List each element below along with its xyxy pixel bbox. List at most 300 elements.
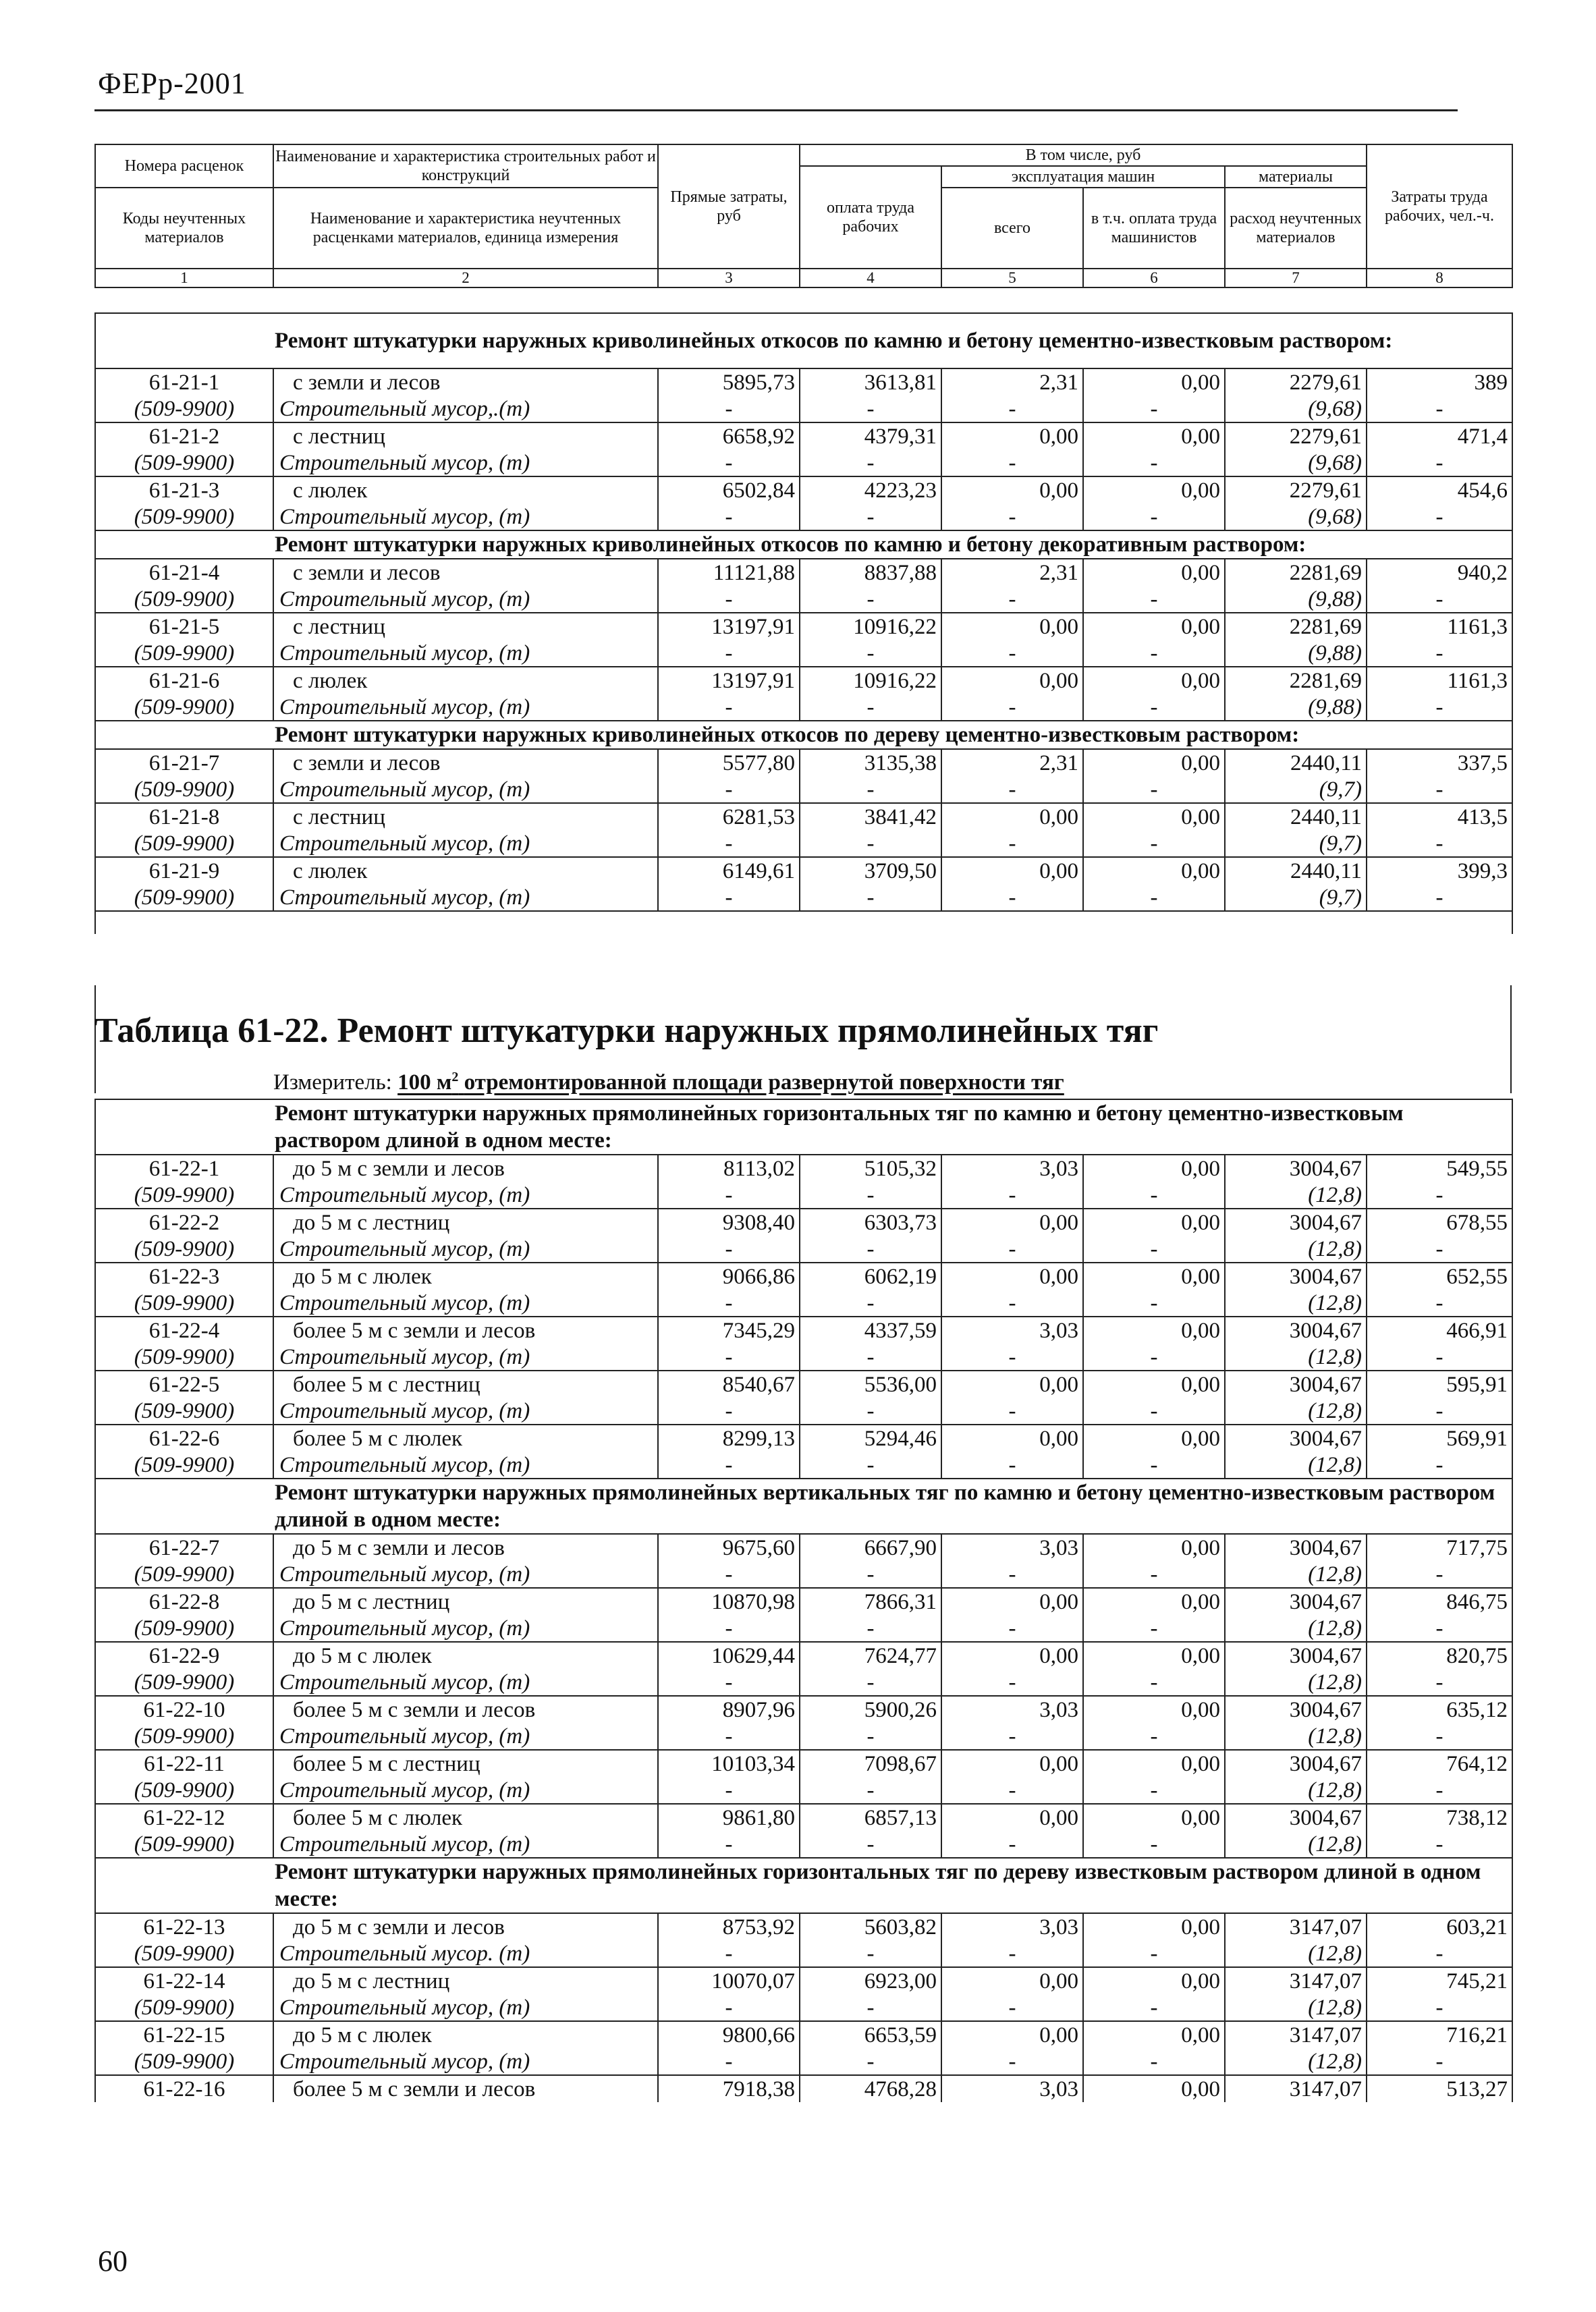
empty-value-dash: -: [800, 586, 941, 613]
material-row: [95, 776, 1512, 803]
material-name: Строительный мусор, (т): [273, 776, 658, 803]
empty-value-dash: -: [800, 1344, 941, 1371]
labor-pay: 3135,38: [800, 749, 941, 776]
rate-row: [95, 368, 1512, 395]
material-name: Строительный мусор, (т): [273, 1182, 658, 1209]
rate-code: 61-21-8: [95, 803, 273, 830]
labor-hours: 940,2: [1367, 559, 1512, 586]
empty-value-dash: -: [658, 1831, 800, 1858]
empty-value-dash: -: [1083, 1669, 1225, 1696]
empty-value-dash: -: [1367, 1236, 1512, 1263]
rate-code: 61-22-9: [95, 1642, 273, 1669]
empty-value-dash: -: [658, 1452, 800, 1479]
empty-value-dash: -: [941, 586, 1083, 613]
direct-costs: 8299,13: [658, 1425, 800, 1452]
header-machine-total: всего: [941, 188, 1083, 269]
column-number: 5: [941, 269, 1083, 287]
direct-costs: 6149,61: [658, 857, 800, 884]
empty-value-dash: -: [941, 449, 1083, 476]
rate-row: [95, 559, 1512, 586]
direct-costs: 6281,53: [658, 803, 800, 830]
material-name: Строительный мусор, (т): [273, 694, 658, 721]
labor-hours: 717,75: [1367, 1534, 1512, 1561]
section-row: [95, 530, 1512, 559]
machine-labor: 0,00: [1083, 1263, 1225, 1290]
material-code: (509-9900): [95, 1182, 273, 1209]
empty-value-dash: -: [941, 1723, 1083, 1750]
empty-value-dash: -: [1083, 640, 1225, 667]
labor-hours: 595,91: [1367, 1371, 1512, 1398]
machine-labor: 0,00: [1083, 857, 1225, 884]
empty-value-dash: -: [800, 1236, 941, 1263]
labor-pay: 6857,13: [800, 1804, 941, 1831]
empty-value-dash: -: [800, 830, 941, 857]
empty-value-dash: -: [800, 884, 941, 911]
empty-value-dash: -: [658, 1290, 800, 1317]
rate-row: [95, 1696, 1512, 1723]
labor-pay: 6923,00: [800, 1967, 941, 1994]
materials: 3147,07: [1225, 1913, 1367, 1940]
material-row: [95, 1398, 1512, 1425]
rate-code: 61-22-10: [95, 1696, 273, 1723]
material-code: (509-9900): [95, 884, 273, 911]
material-code: (509-9900): [95, 640, 273, 667]
materials: 3147,07: [1225, 1967, 1367, 1994]
direct-costs: 9800,66: [658, 2021, 800, 2048]
machine-total: 0,00: [941, 1804, 1083, 1831]
machine-labor: 0,00: [1083, 1209, 1225, 1236]
empty-value-dash: -: [1367, 503, 1512, 530]
work-name: более 5 м с люлек: [273, 1804, 658, 1831]
material-expense: (9,68): [1225, 395, 1367, 422]
empty-value-dash: -: [941, 1344, 1083, 1371]
header-labor-pay: оплата труда рабочих: [800, 166, 941, 269]
material-name: Строительный мусор, (т): [273, 1290, 658, 1317]
rate-row: [95, 1317, 1512, 1344]
material-row: [95, 884, 1512, 911]
material-row: [95, 640, 1512, 667]
machine-total: 3,03: [941, 1534, 1083, 1561]
measure-prefix: Измеритель:: [273, 1070, 392, 1095]
machine-labor: 0,00: [1083, 1425, 1225, 1452]
material-expense: (12,8): [1225, 1777, 1367, 1804]
direct-costs: 9861,80: [658, 1804, 800, 1831]
labor-hours: 764,12: [1367, 1750, 1512, 1777]
empty-value-dash: -: [941, 503, 1083, 530]
empty-value-dash: -: [800, 694, 941, 721]
empty-value-dash: -: [1083, 1615, 1225, 1642]
rate-code: 61-22-2: [95, 1209, 273, 1236]
section-heading: Ремонт штукатурки наружных криволинейных откосов по дереву цементно-известковым раствором:: [95, 721, 1512, 749]
empty-value-dash: -: [658, 586, 800, 613]
material-name: Строительный мусор, (т): [273, 1831, 658, 1858]
labor-pay: 5294,46: [800, 1425, 941, 1452]
empty-value-dash: -: [1083, 1398, 1225, 1425]
material-name: Строительный мусор, (т): [273, 1994, 658, 2021]
empty-value-dash: -: [1083, 2048, 1225, 2075]
machine-labor: 0,00: [1083, 1642, 1225, 1669]
empty-value-dash: -: [1367, 1182, 1512, 1209]
material-row: [95, 1344, 1512, 1371]
empty-value-dash: -: [1083, 1452, 1225, 1479]
header-labor-hours: Затраты труда рабочих, чел.-ч.: [1367, 144, 1512, 269]
empty-value-dash: -: [1083, 1831, 1225, 1858]
machine-total: 3,03: [941, 1155, 1083, 1182]
material-row: [95, 1777, 1512, 1804]
materials: 3147,07: [1225, 2075, 1367, 2102]
machine-labor: 0,00: [1083, 1913, 1225, 1940]
material-name: Строительный мусор, (т): [273, 1723, 658, 1750]
header-name-label: Наименование и характеристика строительных работ и конструкций: [273, 144, 658, 188]
empty-value-dash: -: [1367, 1940, 1512, 1967]
material-expense: (12,8): [1225, 1723, 1367, 1750]
machine-labor: 0,00: [1083, 559, 1225, 586]
material-expense: (12,8): [1225, 1831, 1367, 1858]
material-expense: (12,8): [1225, 1290, 1367, 1317]
material-code: (509-9900): [95, 503, 273, 530]
empty-value-dash: -: [1367, 1831, 1512, 1858]
material-name: Строительный мусор, (т): [273, 1452, 658, 1479]
rate-row: [95, 1913, 1512, 1940]
rate-row: [95, 667, 1512, 694]
empty-value-dash: -: [800, 1940, 941, 1967]
column-header: [94, 144, 1513, 288]
empty-value-dash: -: [658, 395, 800, 422]
empty-value-dash: -: [800, 503, 941, 530]
rate-code: 61-22-12: [95, 1804, 273, 1831]
direct-costs: 13197,91: [658, 667, 800, 694]
section-heading: Ремонт штукатурки наружных криволинейных откосов по камню и бетону декоративным раствором:: [95, 530, 1512, 559]
work-name: до 5 м с лестниц: [273, 1967, 658, 1994]
material-code: (509-9900): [95, 1777, 273, 1804]
material-name: Строительный мусор, (т): [273, 640, 658, 667]
labor-hours: 337,5: [1367, 749, 1512, 776]
material-code: (509-9900): [95, 449, 273, 476]
direct-costs: 11121,88: [658, 559, 800, 586]
rate-code: 61-22-6: [95, 1425, 273, 1452]
work-name: до 5 м с люлек: [273, 2021, 658, 2048]
rate-row: [95, 1750, 1512, 1777]
labor-hours: 820,75: [1367, 1642, 1512, 1669]
direct-costs: 10870,98: [658, 1588, 800, 1615]
empty-value-dash: -: [1083, 694, 1225, 721]
empty-value-dash: -: [800, 640, 941, 667]
machine-labor: 0,00: [1083, 749, 1225, 776]
labor-hours: 1161,3: [1367, 613, 1512, 640]
material-name: Строительный мусор, (т): [273, 2048, 658, 2075]
empty-value-dash: -: [800, 1615, 941, 1642]
rate-row: [95, 857, 1512, 884]
empty-value-dash: -: [800, 1290, 941, 1317]
material-name: Строительный мусор, (т): [273, 1344, 658, 1371]
empty-value-dash: -: [941, 640, 1083, 667]
material-code: (509-9900): [95, 1236, 273, 1263]
empty-value-dash: -: [800, 2048, 941, 2075]
direct-costs: 6658,92: [658, 422, 800, 449]
section-heading: Ремонт штукатурки наружных прямолинейных горизонтальных тяг по камню и бетону цементно-известковым раствором длиной в одном месте:: [95, 1099, 1512, 1155]
material-name: Строительный мусор, (т): [273, 449, 658, 476]
empty-value-dash: -: [658, 2048, 800, 2075]
empty-value-dash: -: [1083, 1561, 1225, 1588]
labor-pay: 7098,67: [800, 1750, 941, 1777]
section-row: [95, 721, 1512, 749]
rate-code: 61-22-14: [95, 1967, 273, 1994]
header-machine-group: эксплуатация машин: [941, 166, 1225, 188]
labor-pay: 6653,59: [800, 2021, 941, 2048]
material-expense: (9,68): [1225, 449, 1367, 476]
labor-pay: 3709,50: [800, 857, 941, 884]
empty-value-dash: -: [658, 1398, 800, 1425]
rate-code: 61-21-9: [95, 857, 273, 884]
material-code: (509-9900): [95, 1561, 273, 1588]
work-name: до 5 м с земли и лесов: [273, 1155, 658, 1182]
empty-value-dash: -: [1367, 640, 1512, 667]
materials: 3004,67: [1225, 1317, 1367, 1344]
column-number: 4: [800, 269, 941, 287]
materials: 3004,67: [1225, 1371, 1367, 1398]
empty-value-dash: -: [800, 449, 941, 476]
labor-hours: 454,6: [1367, 476, 1512, 503]
material-row: [95, 449, 1512, 476]
work-name: с лестниц: [273, 803, 658, 830]
material-row: [95, 1669, 1512, 1696]
rate-code: 61-22-13: [95, 1913, 273, 1940]
section-row: [95, 1479, 1512, 1534]
material-name: Строительный мусор, (т): [273, 1398, 658, 1425]
empty-value-dash: -: [658, 1669, 800, 1696]
empty-value-dash: -: [800, 1669, 941, 1696]
empty-value-dash: -: [1083, 1994, 1225, 2021]
direct-costs: 9308,40: [658, 1209, 800, 1236]
empty-value-dash: -: [1367, 449, 1512, 476]
header-num-label: Номера расценок: [95, 144, 273, 188]
machine-labor: 0,00: [1083, 1155, 1225, 1182]
empty-value-dash: -: [658, 884, 800, 911]
materials: 3004,67: [1225, 1425, 1367, 1452]
empty-value-dash: -: [1367, 1615, 1512, 1642]
labor-hours: 1161,3: [1367, 667, 1512, 694]
empty-value-dash: -: [800, 776, 941, 803]
materials: 2281,69: [1225, 559, 1367, 586]
empty-value-dash: -: [1083, 1344, 1225, 1371]
direct-costs: 5895,73: [658, 368, 800, 395]
empty-value-dash: -: [1367, 1669, 1512, 1696]
material-row: [95, 1452, 1512, 1479]
materials: 3004,67: [1225, 1534, 1367, 1561]
material-expense: (9,7): [1225, 830, 1367, 857]
labor-pay: 10916,22: [800, 613, 941, 640]
empty-value-dash: -: [1367, 395, 1512, 422]
empty-value-dash: -: [941, 776, 1083, 803]
header-incl-group: В том числе, руб: [800, 144, 1367, 166]
empty-value-dash: -: [941, 694, 1083, 721]
work-name: с люлек: [273, 857, 658, 884]
material-code: (509-9900): [95, 1290, 273, 1317]
rate-code: 61-22-11: [95, 1750, 273, 1777]
section-heading: Ремонт штукатурки наружных криволинейных откосов по камню и бетону цементно-известковым раствором:: [95, 313, 1512, 368]
material-row: [95, 1182, 1512, 1209]
labor-hours: 399,3: [1367, 857, 1512, 884]
material-expense: (12,8): [1225, 1398, 1367, 1425]
materials: 2281,69: [1225, 667, 1367, 694]
machine-total: 0,00: [941, 1263, 1083, 1290]
material-expense: (9,88): [1225, 640, 1367, 667]
direct-costs: 8540,67: [658, 1371, 800, 1398]
work-name: с лестниц: [273, 613, 658, 640]
machine-labor: 0,00: [1083, 803, 1225, 830]
empty-value-dash: -: [800, 1561, 941, 1588]
rate-code: 61-22-5: [95, 1371, 273, 1398]
empty-value-dash: -: [658, 1723, 800, 1750]
empty-value-dash: -: [800, 1182, 941, 1209]
material-code: (509-9900): [95, 1940, 273, 1967]
materials: 3147,07: [1225, 2021, 1367, 2048]
machine-total: 0,00: [941, 1642, 1083, 1669]
empty-value-dash: -: [1367, 694, 1512, 721]
empty-value-dash: -: [658, 449, 800, 476]
empty-value-dash: -: [1367, 1398, 1512, 1425]
rate-row: [95, 1155, 1512, 1182]
work-name: более 5 м с земли и лесов: [273, 1696, 658, 1723]
material-name: Строительный мусор, (т): [273, 1669, 658, 1696]
materials: 2440,11: [1225, 857, 1367, 884]
material-expense: (12,8): [1225, 1236, 1367, 1263]
empty-value-dash: -: [1083, 1290, 1225, 1317]
rate-code: 61-21-2: [95, 422, 273, 449]
labor-pay: 6062,19: [800, 1263, 941, 1290]
labor-hours: 471,4: [1367, 422, 1512, 449]
rate-code: 61-21-1: [95, 368, 273, 395]
material-name: Строительный мусор, (т): [273, 1561, 658, 1588]
work-name: с люлек: [273, 476, 658, 503]
empty-value-dash: -: [1367, 1344, 1512, 1371]
material-expense: (12,8): [1225, 1561, 1367, 1588]
empty-value-dash: -: [1083, 776, 1225, 803]
work-name: с земли и лесов: [273, 368, 658, 395]
material-row: [95, 395, 1512, 422]
empty-value-dash: -: [658, 503, 800, 530]
section-row: [95, 1858, 1512, 1913]
machine-labor: 0,00: [1083, 1371, 1225, 1398]
empty-value-dash: -: [658, 1940, 800, 1967]
rates-table-61-21: [94, 312, 1513, 934]
empty-value-dash: -: [1367, 884, 1512, 911]
machine-labor: 0,00: [1083, 368, 1225, 395]
materials: 2440,11: [1225, 749, 1367, 776]
material-code: (509-9900): [95, 395, 273, 422]
machine-total: 2,31: [941, 368, 1083, 395]
machine-total: 0,00: [941, 422, 1083, 449]
rate-row: [95, 422, 1512, 449]
empty-value-dash: -: [800, 1723, 941, 1750]
material-expense: (12,8): [1225, 1452, 1367, 1479]
direct-costs: 10629,44: [658, 1642, 800, 1669]
empty-value-dash: -: [1083, 1777, 1225, 1804]
rate-row: [95, 1371, 1512, 1398]
material-name: Строительный мусор, (т): [273, 586, 658, 613]
empty-value-dash: -: [800, 1452, 941, 1479]
material-expense: (9,88): [1225, 586, 1367, 613]
empty-value-dash: -: [1083, 1182, 1225, 1209]
labor-hours: 745,21: [1367, 1967, 1512, 1994]
labor-hours: 846,75: [1367, 1588, 1512, 1615]
measure-value: 100 $м^2$ отремонтированной площади развернутой поверхности тяг: [397, 1070, 1064, 1095]
material-expense: (12,8): [1225, 1669, 1367, 1696]
labor-hours: 513,27: [1367, 2075, 1512, 2102]
machine-total: 2,31: [941, 559, 1083, 586]
empty-value-dash: -: [658, 1615, 800, 1642]
material-code: (509-9900): [95, 1452, 273, 1479]
labor-hours: 652,55: [1367, 1263, 1512, 1290]
section-row: [95, 313, 1512, 368]
header-direct-costs: Прямые затраты, руб: [658, 144, 800, 269]
rate-row: [95, 1804, 1512, 1831]
header-rule: [94, 109, 1458, 111]
machine-labor: 0,00: [1083, 1750, 1225, 1777]
labor-pay: 7866,31: [800, 1588, 941, 1615]
materials: 3004,67: [1225, 1750, 1367, 1777]
measure-rest: отремонтированной площади развернутой поверхности тяг: [464, 1070, 1064, 1095]
header-name-unit-label: Наименование и характеристика неучтенных расценками материалов, единица измерения: [273, 188, 658, 269]
material-code: (509-9900): [95, 1831, 273, 1858]
empty-value-dash: -: [658, 830, 800, 857]
measure-line: [273, 1070, 1064, 1095]
labor-pay: 6303,73: [800, 1209, 941, 1236]
empty-value-dash: -: [1367, 830, 1512, 857]
material-expense: (12,8): [1225, 1994, 1367, 2021]
column-number: 6: [1083, 269, 1225, 287]
labor-pay: 3841,42: [800, 803, 941, 830]
material-row: [95, 1615, 1512, 1642]
labor-pay: 4223,23: [800, 476, 941, 503]
direct-costs: 10070,07: [658, 1967, 800, 1994]
materials: 2279,61: [1225, 368, 1367, 395]
empty-value-dash: -: [658, 694, 800, 721]
column-number: 3: [658, 269, 800, 287]
machine-total: 0,00: [941, 613, 1083, 640]
empty-value-dash: -: [941, 395, 1083, 422]
direct-costs: 9675,60: [658, 1534, 800, 1561]
machine-total: 0,00: [941, 857, 1083, 884]
rate-row: [95, 2075, 1512, 2102]
empty-value-dash: -: [1083, 1723, 1225, 1750]
material-row: [95, 1290, 1512, 1317]
material-code: (509-9900): [95, 1723, 273, 1750]
rate-row: [95, 803, 1512, 830]
empty-value-dash: -: [941, 1236, 1083, 1263]
rate-row: [95, 1263, 1512, 1290]
empty-value-dash: -: [1083, 503, 1225, 530]
empty-value-dash: -: [941, 884, 1083, 911]
materials: 3004,67: [1225, 1804, 1367, 1831]
empty-value-dash: -: [941, 1561, 1083, 1588]
direct-costs: 10103,34: [658, 1750, 800, 1777]
rate-row: [95, 1209, 1512, 1236]
material-name: Строительный мусор. (т): [273, 1940, 658, 1967]
rate-row: [95, 2021, 1512, 2048]
work-name: с лестниц: [273, 422, 658, 449]
column-number: 2: [273, 269, 658, 287]
empty-value-dash: -: [1367, 1994, 1512, 2021]
material-row: [95, 694, 1512, 721]
work-name: до 5 м с люлек: [273, 1263, 658, 1290]
empty-value-dash: -: [941, 1940, 1083, 1967]
machine-total: 3,03: [941, 2075, 1083, 2102]
machine-total: 0,00: [941, 476, 1083, 503]
empty-value-dash: -: [800, 395, 941, 422]
work-name: до 5 м с земли и лесов: [273, 1913, 658, 1940]
empty-value-dash: -: [941, 2048, 1083, 2075]
